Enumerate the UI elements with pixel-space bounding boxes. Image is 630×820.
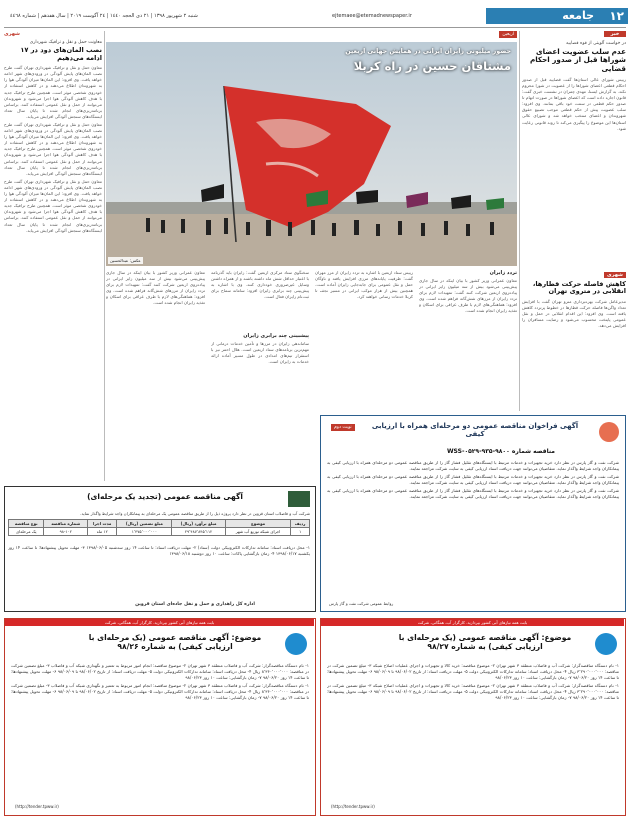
article-body	[522, 77, 626, 267]
table-header: ردیف	[291, 520, 310, 528]
tender-table	[8, 519, 310, 536]
flag-procession-image	[106, 42, 517, 266]
article-paragraph: مدیرعامل شرکت بهره‌برداری مترو تهران گفت با افزایش تعداد واگن‌ها فاصله حرکت قطارها در خطوط پرتردد کاهش یافته است. وی افزود: این اقدام انقلابی در حمل و نقل عمومی پایتخت محسوب می‌شود و رضایت مسافران را افزایش می‌دهد.	[522, 299, 626, 329]
table-cell: ۱	[291, 528, 310, 536]
article-body	[4, 65, 102, 465]
table-header: شماره مناقصه	[44, 520, 88, 528]
ad-body	[327, 460, 619, 590]
table-cell: یک مرحله‌ای	[9, 528, 44, 536]
article-body-2	[522, 299, 626, 394]
ad-footer: اداره کل راهداری و حمل و نقل جاده‌ای استان قزوین	[135, 602, 255, 607]
table-row	[9, 528, 310, 536]
water-logo	[595, 633, 617, 655]
water-tender-ad-9827	[320, 618, 626, 816]
article-column	[419, 270, 517, 410]
table-header: مدت اجرا	[88, 520, 117, 528]
water-logo	[285, 633, 307, 655]
page-number: ١٢	[609, 9, 624, 23]
kicker: در خواست آلویتی از قوه قضاییه	[566, 41, 626, 46]
badge: نوبت دوم	[331, 424, 355, 431]
gas-tender-ad	[320, 415, 626, 612]
photo-headline-block	[291, 48, 511, 73]
date-line: شنبه ٢ شهریور ١٣٩٨ | ٢١ ذی الحجه ١٤٤٠ | ٢٤ آگوست ٢٠١٩ | سال هفدهم | شماره ٤٤٦٨	[10, 13, 198, 19]
water-tender-ad-9826	[4, 618, 316, 816]
kicker: حضور میلیونی زایران ایرانی در همایش جهانی اربعین	[345, 48, 511, 55]
section-label: اربعین	[499, 31, 517, 38]
ad-title: موضوع: آگهی مناقصه عمومی (یک مرحله‌ای با ارزیابی کیفی) به شماره ۹۸/۲۶	[88, 633, 262, 651]
article-paragraph: معاون حمل و نقل و ترافیک شهرداری تهران گفت طرح نصب المان‌های پایش آلودگی در ورودی‌های شهر ادامه خواهد یافت. وی افزود: این المان‌ها میزان آلودگی هوا را به شهروندان اطلاع می‌دهند و در کاهش استفاده از خودروی شخصی موثر است. همچنین طرح ترافیک جدید با هدف کاهش آلودگی هوا اجرا می‌شود و شهروندان می‌توانند از حمل و نقل عمومی استفاده کنند. براساس برنامه‌ریزی‌های انجام شده تا پایان سال تعداد ایستگاه‌های سنجش آلودگی افزایش می‌یابد.	[4, 65, 102, 119]
ad-notes: ۱- محل دریافت اسناد: سامانه تدارکات الکترونیکی دولت (ستاد) ۲- مهلت دریافت اسناد: تا ساعت ۱۴ روز سه‌شنبه ۱۳۹۸/۰۶/۰۵ ۳- مهلت تحویل پیشنهادها: تا ساعت ۱۴ روز یکشنبه ۱۳۹۸/۰۶/۱۷ ۴- زمان بازگشایی پاکات: ساعت ۱۰ روز دوشنبه ۱۳۹۸/۰۶/۱۸	[8, 545, 310, 557]
headline: عدم سلب عضویت اعضای شوراها قبل از صدور احکام قضایی	[529, 47, 626, 73]
table-cell: ۹۸-۱۰۲	[44, 528, 88, 536]
article-paragraph: رییس شورای عالی استان‌ها گفت قضاییه قبل از صدور احکام قطعی اعضای شوراها را از عضویت در شورا محروم نکند. به گزارش ایسنا، مهدی چمران در نشست خبری گفت: قانون اجازه داده است که اعضای شوراها در صورت اتهام تا صدور حکم قطعی در سمت خود باقی بمانند. وی افزود: سلب عضویت پیش از حکم قطعی موجب تضییع حقوق شهروندان و اعضای منتخب خواهد شد و شورای عالی استان‌ها این موضوع را پیگیری می‌کند تا روند قانونی رعایت شود.	[522, 76, 626, 131]
headline: مشتاقان حسین در راه کربلا	[353, 59, 511, 73]
section-bar	[486, 8, 628, 24]
qazvin-tender-ad	[4, 486, 316, 612]
center-header	[106, 31, 517, 42]
photo-credit: عکس: عبدالحسین	[110, 258, 141, 263]
table-header-row	[9, 520, 310, 528]
ad-body	[327, 663, 619, 801]
ad-paragraph: ۱- نام دستگاه مناقصه‌گزار: شرکت آب و فاضلاب منطقه ۳ شهر تهران ۲- موضوع مناقصه: انجام امور مربوط به تعمیر و نگهداری شبکه آب و فاضلاب ۳- مبلغ تضمین شرکت در مناقصه: ۸٬۳۶۰٬۰۰۰٬۰۰۰ ریال ۴- محل دریافت اسناد: سامانه تدارکات الکترونیکی دولت ۵- مهلت دریافت اسناد: از تاریخ ۹۸/۰۶/۰۲ تا ۹۸/۰۶/۰۹ ۶- مهلت تحویل پیشنهادها: تا ساعت ۱۴ روز ۹۸/۰۶/۲۰ ۷- زمان بازگشایی: ساعت ۱۰ روز ۹۸/۰۶/۲۳	[11, 683, 309, 701]
section-label: خبر	[604, 31, 626, 37]
section-title: جامعه	[562, 9, 594, 22]
masthead	[0, 0, 630, 26]
ad-paragraph: ۱- نام دستگاه مناقصه‌گزار: شرکت آب و فاضلاب منطقه ۳ شهر تهران ۲- موضوع مناقصه: خرید کالا و تجهیزات و اجرای عملیات اصلاح شبکه ۳- مبلغ تضمین شرکت در مناقصه: ۳٬۲۹۰٬۰۰۰٬۰۰۰ ریال ۴- محل دریافت اسناد: سامانه تدارکات الکترونیکی دولت ۵- مهلت دریافت اسناد: از تاریخ ۹۸/۰۶/۰۲ تا ۹۸/۰۶/۰۹ ۶- مهلت تحویل پیشنهادها: تا ساعت ۱۴ روز ۹۸/۰۶/۲۰ ۷- زمان بازگشایی: ساعت ۱۰ روز ۹۸/۰۶/۲۳	[327, 683, 619, 701]
ad-paragraph: ۱- نام دستگاه مناقصه‌گزار: شرکت آب و فاضلاب منطقه ۳ شهر تهران ۲- موضوع مناقصه: خرید کالا و تجهیزات و اجرای عملیات اصلاح شبکه ۳- مبلغ تضمین شرکت در مناقصه: ۳٬۲۹۰٬۰۰۰٬۰۰۰ ریال ۴- محل دریافت اسناد: سامانه تدارکات الکترونیکی دولت ۵- مهلت دریافت اسناد: از تاریخ ۹۸/۰۶/۰۲ تا ۹۸/۰۶/۰۹ ۶- مهلت تحویل پیشنهادها: تا ساعت ۱۴ روز ۹۸/۰۶/۲۰ ۷- زمان بازگشایی: ساعت ۱۰ روز ۹۸/۰۶/۲۳	[327, 663, 619, 681]
table-header: موضوع	[225, 520, 290, 528]
table-header: مبلغ تضمین (ریال)	[117, 520, 172, 528]
headline: نصب المان‌های دود در ۱۷ ادامه می‌دهیم	[20, 46, 102, 62]
email[interactable]: ejtemaee@etemadnewspaper.ir	[332, 13, 412, 19]
table-cell: اجرای شبکه توزیع آب شهر	[225, 528, 290, 536]
subhead-2: پیشبینی چند برابری زایران	[243, 333, 309, 339]
tender-number: مناقصه شماره ۹۸۰۰-۹۳۵-۰۵۲۹-WSS	[446, 448, 555, 455]
table-cell: ۱٬۴۷۵٬۰۰۰٬۰۰۰	[117, 528, 172, 536]
ad-body	[11, 663, 309, 801]
article-paragraph: معاون حمل و نقل و ترافیک شهرداری تهران گفت طرح نصب المان‌های پایش آلودگی در ورودی‌های شهر ادامه خواهد یافت. وی افزود: این المان‌ها میزان آلودگی هوا را به شهروندان اطلاع می‌دهند و در کاهش استفاده از خودروی شخصی موثر است. همچنین طرح ترافیک جدید با هدف کاهش آلودگی هوا اجرا می‌شود و شهروندان می‌توانند از حمل و نقل عمومی استفاده کنند. براساس برنامه‌ریزی‌های انجام شده تا پایان سال تعداد ایستگاه‌های سنجش آلودگی افزایش می‌یابد.	[4, 122, 102, 176]
ad-banner: بابت همه نیازهای آبی کشور بپردازید. کارگزار آب، همگانی، شرکت	[321, 619, 624, 626]
ad-footer: روابط عمومی شرکت نفت و گاز پارس	[329, 601, 394, 606]
table-cell: ۲۹٬۴۸۷٬۸۴۵٬۱۱۲	[172, 528, 225, 536]
ad-title: آگهی مناقصه عمومی (تجدید یک مرحله‌ای)	[87, 492, 243, 501]
article-text: ساماندهی زایران در مرزها و تأمین خدمات درمانی از مهم‌ترین برنامه‌های ستاد اربعین است. هلال احمر نیز با استقرار تیم‌های امدادی در طول مسیر آماده ارائه خدمات به زایران است.	[211, 341, 309, 365]
ad-intro: شرکت آب و فاضلاب استان قزوین در نظر دارد پروژه ذیل را از طریق مناقصه عمومی یک مرحله‌ای به پیمانکاران واجد شرایط واگذار نماید.	[80, 511, 310, 516]
ad-paragraph: شرکت نفت و گاز پارس در نظر دارد خرید تجهیزات و خدمات مرتبط با ایستگاه‌های تقلیل فشار گاز را از طریق مناقصه عمومی دو مرحله‌ای همراه با ارزیابی کیفی به پیمانکاران واجد شرایط واگذار نماید. متقاضیان می‌توانند جهت دریافت اسناد ارزیابی کیفی به سایت شرکت مراجعه نمایند.	[327, 460, 619, 472]
ad-url[interactable]: (http://tender.tpww.ir)	[15, 804, 59, 809]
article-paragraph: معاون حمل و نقل و ترافیک شهرداری تهران گفت طرح نصب المان‌های پایش آلودگی در ورودی‌های شهر ادامه خواهد یافت. وی افزود: این المان‌ها میزان آلودگی هوا را به شهروندان اطلاع می‌دهند و در کاهش استفاده از خودروی شخصی موثر است. همچنین طرح ترافیک جدید با هدف کاهش آلودگی هوا اجرا می‌شود و شهروندان می‌توانند از حمل و نقل عمومی استفاده کنند. براساس برنامه‌ریزی‌های انجام شده تا پایان سال تعداد ایستگاه‌های سنجش آلودگی افزایش می‌یابد.	[4, 178, 102, 233]
subhead: تردد زایران	[489, 270, 517, 276]
section-label: شهری	[4, 31, 20, 37]
ad-title: موضوع: آگهی مناقصه عمومی (یک مرحله‌ای با ارزیابی کیفی) به شماره ۹۸/۲۷	[398, 633, 572, 651]
section-label-2: شهری	[604, 272, 626, 278]
article-column-4: معاون عمرانی وزیر کشور با بیان اینکه در سال جاری پیش‌بینی می‌شود بیش از سه میلیون زایر ایرانی در پیاده‌روی اربعین شرکت کنند گفت: تمهیدات لازم برای تردد زایران از مرزهای شش‌گانه فراهم شده است. وی افزود: هماهنگی‌های لازم با طرف عراقی برای اسکان و تغذیه زایران انجام شده است.	[106, 270, 205, 306]
right-column	[522, 31, 626, 411]
table-header: مبلغ برآورد (ریال)	[172, 520, 225, 528]
ad-paragraph: شرکت نفت و گاز پارس در نظر دارد خرید تجهیزات و خدمات مرتبط با ایستگاه‌های تقلیل فشار گاز را از طریق مناقصه عمومی دو مرحله‌ای همراه با ارزیابی کیفی به پیمانکاران واجد شرایط واگذار نماید. متقاضیان می‌توانند جهت دریافت اسناد ارزیابی کیفی به سایت شرکت مراجعه نمایند.	[327, 474, 619, 486]
table-header: نوع مناقصه	[9, 520, 44, 528]
center-article	[106, 270, 517, 412]
ad-banner: بابت همه نیازهای آبی کشور بپردازید. کارگزار آب، همگانی، شرکت	[5, 619, 314, 626]
headline-2: انقلابی در متروی تهران	[548, 287, 626, 296]
ad-title: آگهی فراخوان مناقصه عمومی دو مرحله‌ای همراه با ارزیابی کیفی	[371, 422, 579, 438]
ad-paragraph: شرکت نفت و گاز پارس در نظر دارد خرید تجهیزات و خدمات مرتبط با ایستگاه‌های تقلیل فشار گاز را از طریق مناقصه عمومی دو مرحله‌ای همراه با ارزیابی کیفی به پیمانکاران واجد شرایط واگذار نماید. متقاضیان می‌توانند جهت دریافت اسناد ارزیابی کیفی به سایت شرکت مراجعه نمایند.	[327, 488, 619, 500]
table-cell: ۱۲ ماه	[88, 528, 117, 536]
left-column	[4, 31, 102, 481]
headline-2-kicker: کاهش فاصله حرکت قطارها،	[532, 279, 626, 288]
masthead-rule	[4, 27, 626, 28]
ad-url[interactable]: (http://tender.tpww.ir)	[331, 804, 375, 809]
ad-paragraph: ۱- نام دستگاه مناقصه‌گزار: شرکت آب و فاضلاب منطقه ۳ شهر تهران ۲- موضوع مناقصه: انجام امور مربوط به تعمیر و نگهداری شبکه آب و فاضلاب ۳- مبلغ تضمین شرکت در مناقصه: ۸٬۳۶۰٬۰۰۰٬۰۰۰ ریال ۴- محل دریافت اسناد: سامانه تدارکات الکترونیکی دولت ۵- مهلت دریافت اسناد: از تاریخ ۹۸/۰۶/۰۲ تا ۹۸/۰۶/۰۹ ۶- مهلت تحویل پیشنهادها: تا ساعت ۱۴ روز ۹۸/۰۶/۲۰ ۷- زمان بازگشایی: ساعت ۱۰ روز ۹۸/۰۶/۲۳	[11, 663, 309, 681]
company-logo	[599, 422, 619, 442]
article-text: معاون عمرانی وزیر کشور با بیان اینکه در سال جاری پیش‌بینی می‌شود بیش از سه میلیون زایر ایرانی در پیاده‌روی اربعین شرکت کنند گفت: تمهیدات لازم برای تردد زایران از مرزهای شش‌گانه فراهم شده است. وی افزود: هماهنگی‌های لازم با طرف عراقی برای اسکان و تغذیه زایران انجام شده است.	[419, 278, 517, 314]
org-logo	[288, 491, 310, 507]
article-column-2: رییس ستاد اربعین با اشاره به تردد زایران از مرز مهران گفت: ظرفیت پایانه‌های مرزی افزایش یافته و ناوگان حمل و نقل عمومی برای جابه‌جایی زایران آماده است. همچنین بیش از هزار موکب ایرانی در مسیر نجف تا کربلا خدمات رسانی خواهند کرد.	[315, 270, 413, 300]
article-column-3	[211, 270, 309, 410]
lead-photo	[106, 42, 517, 266]
column-divider	[519, 31, 520, 411]
article-text: سخنگوی ستاد مرکزی اربعین گفت: زایران باید گذرنامه با اعتبار حداقل شش ماه داشته باشند و از همراه داشتن وسایل غیرضروری خودداری کنند. وی با اشاره به پیش‌بینی چند برابری زایران افزود: سامانه سماح برای ثبت‌نام زایران فعال است.	[211, 270, 309, 300]
column-divider	[104, 31, 105, 481]
kicker: معاونت حمل و نقل و ترافیک شهرداری	[29, 40, 102, 45]
